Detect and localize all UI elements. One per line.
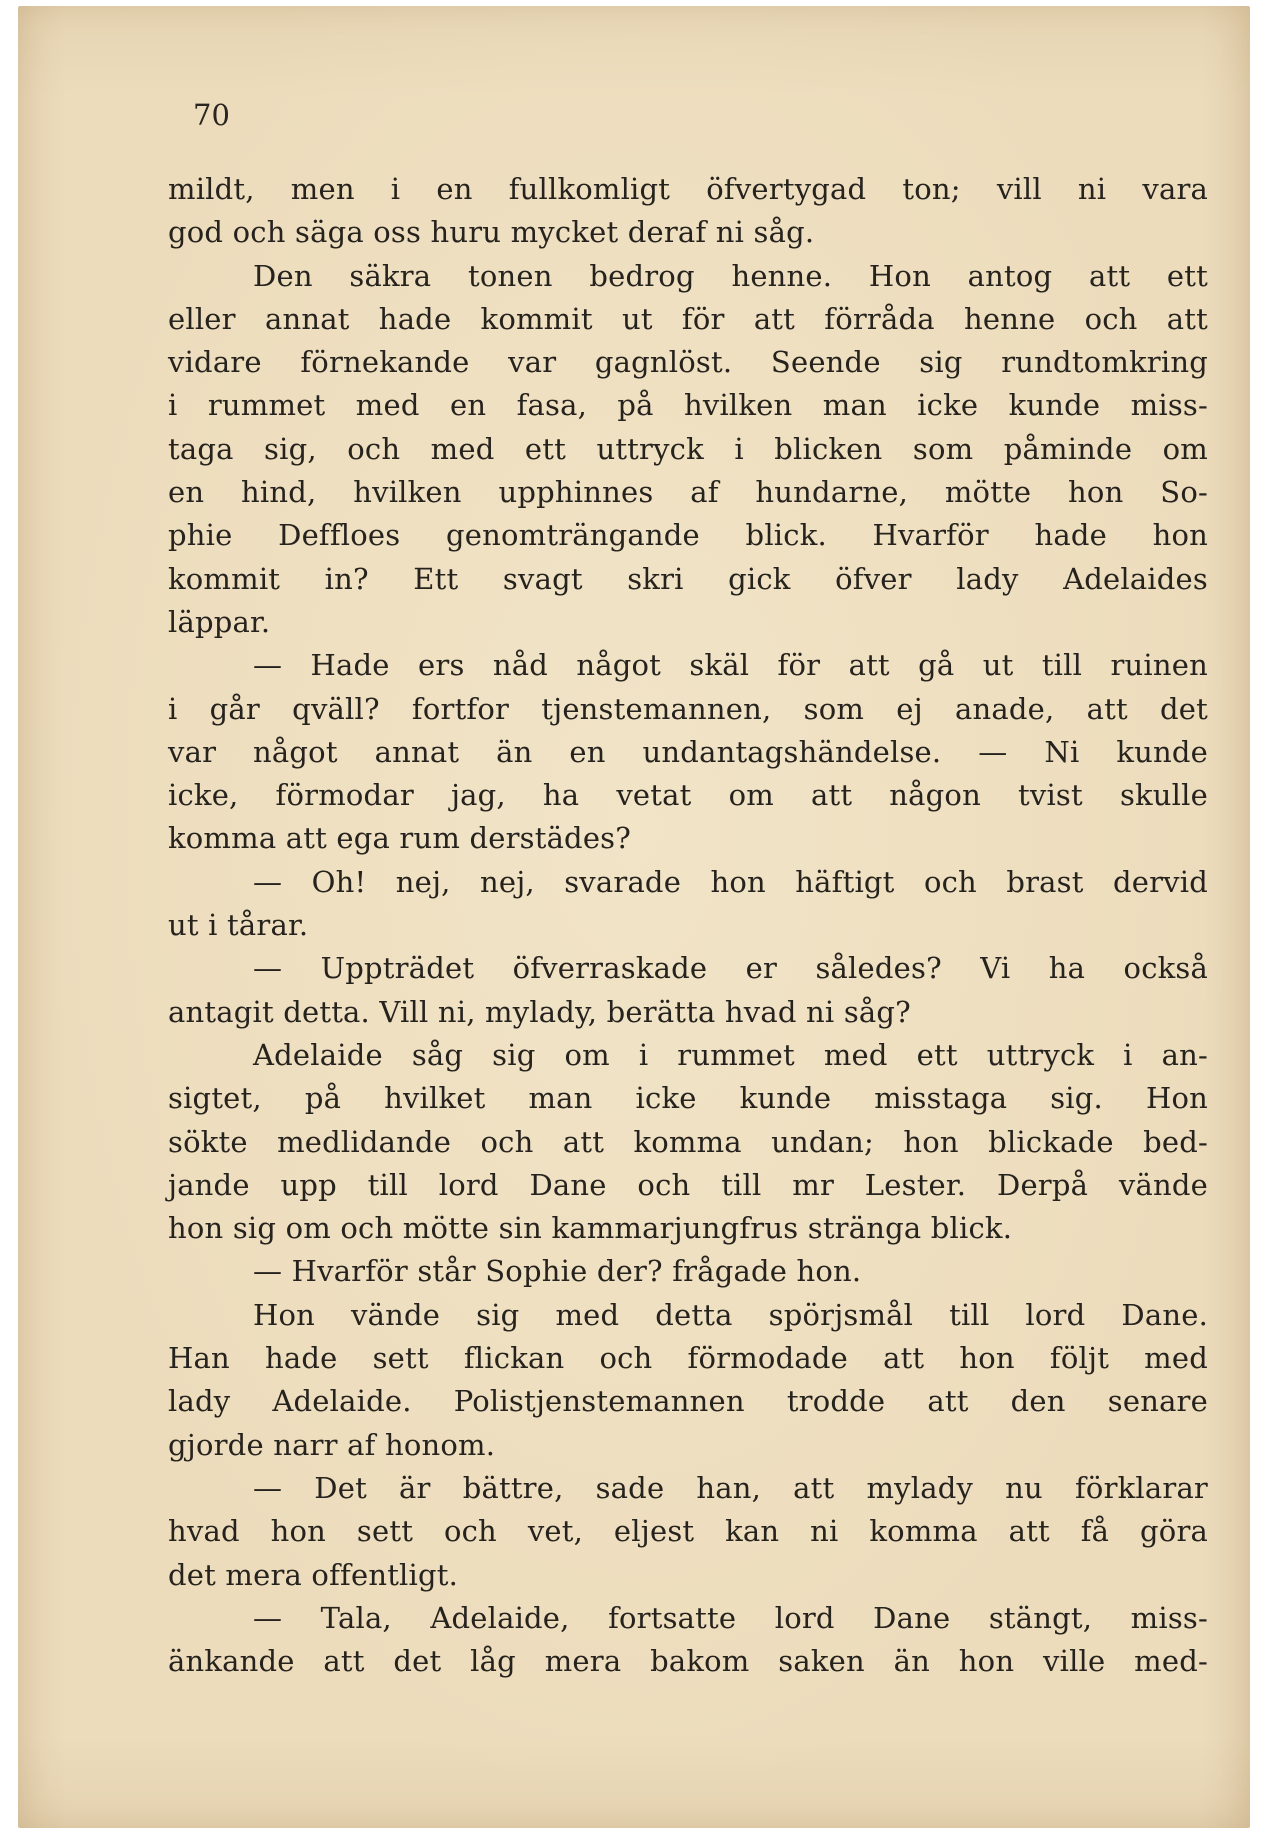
text-line: hvad hon sett och vet, eljest kan ni komma att få göra	[168, 1514, 1208, 1549]
text-line: phie Deffloes genomträngande blick. Hvarför hade hon	[168, 518, 1208, 553]
page-number: 70	[193, 98, 230, 132]
text-line: i går qväll? fortfor tjenstemannen, som ej anade, att det	[168, 691, 1208, 726]
text-line: god och säga oss huru mycket deraf ni såg.	[168, 215, 815, 250]
text-line: gjorde narr af honom.	[168, 1427, 496, 1462]
text-line: — Hvarför står Sophie der? frågade hon.	[253, 1254, 862, 1289]
text-line: — Hade ers nåd något skäl för att gå ut till ruinen	[253, 648, 1208, 683]
text-line: en hind, hvilken upphinnes af hundarne, mötte hon So-	[168, 475, 1208, 510]
text-line: i rummet med en fasa, på hvilken man icke kunde miss-	[168, 388, 1208, 423]
text-line: — Uppträdet öfverraskade er således? Vi ha också	[253, 951, 1208, 986]
text-line: Han hade sett flickan och förmodade att hon följt med	[168, 1341, 1208, 1376]
text-line: mildt, men i en fullkomligt öfvertygad ton; vill ni vara	[168, 172, 1208, 206]
text-line: hon sig om och mötte sin kammarjungfrus stränga blick.	[168, 1211, 1013, 1246]
text-line: var något annat än en undantagshändelse. — Ni kunde	[168, 734, 1208, 769]
text-line: antagit detta. Vill ni, mylady, berätta hvad ni såg?	[168, 994, 911, 1029]
text-line: ut i tårar.	[168, 908, 309, 943]
text-line: komma att ega rum derstädes?	[168, 821, 632, 856]
text-line: icke, förmodar jag, ha vetat om att någon tvist skulle	[168, 778, 1208, 813]
text-line: läppar.	[168, 604, 271, 639]
text-line: det mera offentligt.	[168, 1557, 459, 1592]
text-line: — Det är bättre, sade han, att mylady nu förklarar	[253, 1470, 1208, 1505]
text-line: vidare förnekande var gagnlöst. Seende sig rundtomkring	[168, 345, 1208, 380]
text-line: Adelaide såg sig om i rummet med ett uttryck i an-	[253, 1037, 1208, 1072]
text-line: sökte medlidande och att komma undan; hon blickade bed-	[168, 1124, 1208, 1159]
text-line: sigtet, på hvilket man icke kunde misstaga sig. Hon	[168, 1081, 1208, 1116]
text-line: taga sig, och med ett uttryck i blicken som påminde om	[168, 431, 1208, 466]
text-line: lady Adelaide. Polistjenstemannen trodde att den senare	[168, 1384, 1208, 1419]
text-line: Den säkra tonen bedrog henne. Hon antog att ett	[253, 258, 1208, 293]
text-line: jande upp till lord Dane och till mr Lester. Derpå vände	[168, 1167, 1208, 1202]
body-text	[168, 168, 1208, 1683]
text-line: änkande att det låg mera bakom saken än hon ville med-	[168, 1644, 1208, 1679]
text-line: kommit in? Ett svagt skri gick öfver lady Adelaides	[168, 561, 1208, 596]
text-line: — Oh! nej, nej, svarade hon häftigt och brast dervid	[253, 864, 1208, 899]
text-line: Hon vände sig med detta spörjsmål till lord Dane.	[253, 1297, 1208, 1332]
text-line: eller annat hade kommit ut för att förråda henne och att	[168, 301, 1208, 336]
text-line: — Tala, Adelaide, fortsatte lord Dane stängt, miss-	[253, 1600, 1208, 1635]
book-page	[18, 6, 1250, 1828]
